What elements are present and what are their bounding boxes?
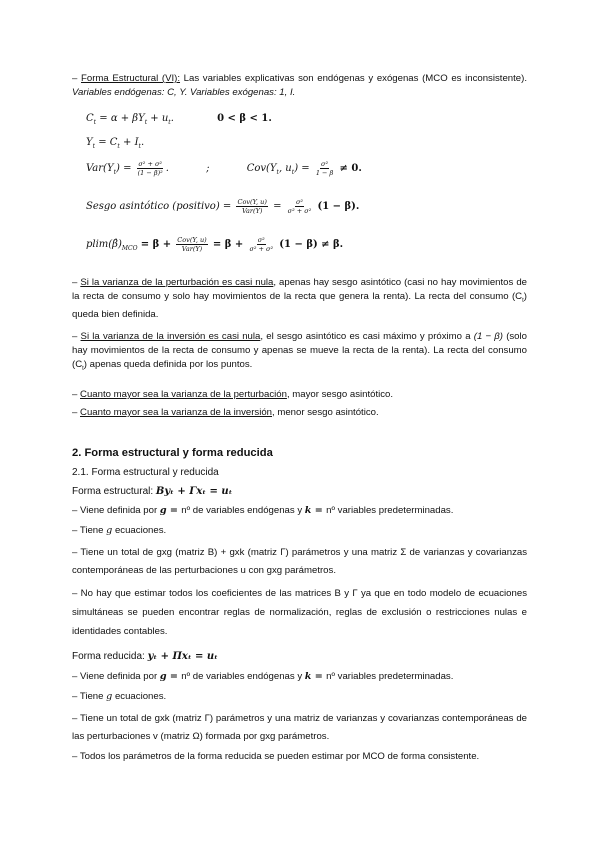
dash: – — [72, 73, 81, 84]
fe-bullet-4: – No hay que estimar todos los coeficientes de las matrices B y Γ ya que en todo modelo de ecuaciones simultáneas se pueden encontrar reglas de normalización, reglas de exclusión o restricciones nulas e identidades contables. — [72, 588, 527, 637]
intro-title: Forma Estructural (VI): — [81, 73, 181, 84]
equation-variance: $Var(Y_t)$ = $\frac{\text{σ² + σ²}}{\text{(1 − β)²}}$ . ; $Cov(Y_t$, $u_t$) = $\frac{\text{σ²}}{1 - \beta}$ ≠ 0. — [86, 160, 362, 177]
fraction: $\frac{\text{σ² + σ²}}{\text{(1 − β)²}}$ — [137, 160, 163, 177]
section-heading: 2. Forma estructural y forma reducida — [72, 447, 273, 459]
fe-bullet-1: – Viene definida por g = nº de variables endógenas y k = nº variables predeterminadas. — [72, 505, 454, 516]
bullet-investment-null: – Si la varianza de la inversión es casi nula, el sesgo asintótico es casi máximo y próximo a (1 − β) (solo hay movimientos de la recta de consumo y apenas se mueve la recta de la renta). La recta del consumo $(C_t)$ apenas queda definida por los puntos. — [72, 331, 527, 372]
fr-bullet-2: – Tiene g ecuaciones. — [72, 691, 167, 702]
fr-bullet-3: – Tiene un total de gxk (matriz Γ) parámetros y una matriz de varianzas y covarianzas contemporáneas de las perturbaciones v (matriz Ω) formada por gxg parámetros. — [72, 713, 527, 742]
bullet-investment-variance: – Cuanto mayor sea la varianza de la inversión, menor sesgo asintótico. — [72, 407, 379, 418]
structural-form-equation: Byₜ + Γxₜ = uₜ — [155, 486, 233, 497]
intro-vars: Variables endógenas: C, Y. Variables exógenas: 1, I. — [72, 87, 296, 98]
intro-paragraph — [72, 72, 527, 100]
fe-bullet-2: – Tiene g ecuaciones. — [72, 525, 167, 536]
bullet-perturbation-variance: – Cuanto mayor sea la varianza de la perturbación, mayor sesgo asintótico. — [72, 389, 394, 400]
equation-asymptotic-bias: Sesgo asintótico (positivo) = $\frac{\text{Cov(Y, u)}}{\text{Var(Y)}}$ = $\frac{\text{σ²}}{\text{σ² + σ²}}$ (1 − β). — [86, 198, 360, 215]
equation-consumption: $C_t = \alpha + \beta Y_t + u_t$. 0 < β < 1. — [86, 113, 272, 126]
structural-form-label: Forma estructural: Byₜ + Γxₜ = uₜ — [72, 486, 233, 497]
subsection-heading: 2.1. Forma estructural y reducida — [72, 467, 219, 478]
fr-bullet-4: – Todos los parámetros de la forma reducida se pueden estimar por MCO de forma consistente. — [72, 751, 480, 762]
fraction: $\frac{\text{σ²}}{1 - \beta}$ — [315, 160, 334, 177]
fr-bullet-1: – Viene definida por g = nº de variables endógenas y k = nº variables predeterminadas. — [72, 671, 454, 682]
equation-plim: $plim(\betâ)_{MCO} = \beta$ + $\frac{\text{Cov(Y, u)}}{\text{Var(Y)}}$ = β + $\frac{\text{σ²}}{\text{σ² + σ²}}$ (1 − β) ≠ β. — [86, 236, 344, 253]
intro-text: Las variables explicativas son endógenas y exógenas (MCO es inconsistente). — [180, 73, 527, 84]
fe-bullet-3: – Tiene un total de gxg (matriz B) + gxk (matriz Γ) parámetros y una matriz Σ de varianzas y covarianzas contemporáneas de las perturbaciones u con gxg parámetros. — [72, 547, 527, 576]
reduced-form-label: Forma reducida: yₜ + Πxₜ = uₜ — [72, 651, 218, 662]
reduced-form-equation: yₜ + Πxₜ = uₜ — [147, 651, 218, 662]
bullet-perturbation-null: – Si la varianza de la perturbación es casi nula, apenas hay sesgo asintótico (casi no hay movimientos de la recta de consumo y solo hay movimientos de la recta que genera la renta). La recta del consumo $(C_t)$ queda bien definida. — [72, 277, 527, 320]
equation-income: $Y_t = C_t + I_t$. — [86, 137, 145, 150]
